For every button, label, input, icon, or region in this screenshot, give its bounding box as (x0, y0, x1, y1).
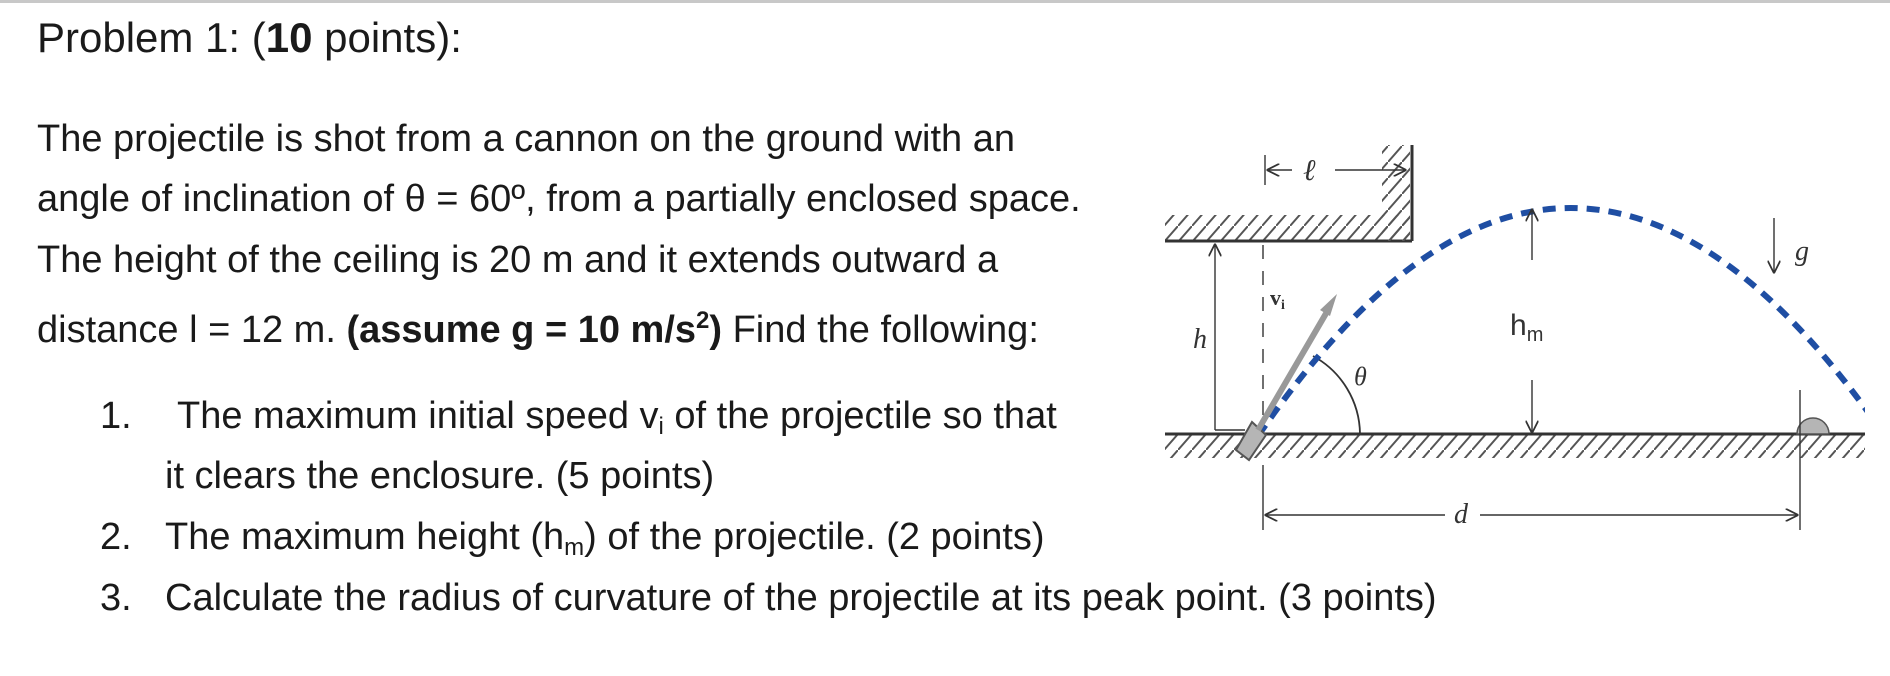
question-1-text: The maximum initial speed $v_i$ of the projectile so that (177, 395, 1057, 440)
statement-line-4: distance l = 12 m. (assume g = 10 $m/s^2$) Find the following: (37, 307, 1039, 351)
question-2-text: The maximum height $(h_m)$ of the projectile. (2 points) (165, 516, 1045, 561)
problem-points: 10 (265, 14, 313, 61)
ceiling (1165, 145, 1412, 241)
question-3-number: 3. (100, 577, 132, 619)
statement-line-1: The projectile is shot from a cannon on the ground with an (37, 118, 1016, 160)
hm-dimension (1510, 210, 1543, 432)
d-label: d (1454, 499, 1468, 530)
theta-label: θ (1354, 362, 1367, 391)
problem-title: Problem 1: (10 points): (37, 14, 462, 61)
projectile-diagram (1150, 130, 1865, 550)
h-dimension (1193, 245, 1245, 430)
hm-label: $h_m$ (1510, 309, 1544, 346)
g-label: g (1795, 236, 1809, 267)
ground (1165, 434, 1865, 458)
gravity-assumption: (assume g = 10 $m/s^2$) (346, 307, 723, 351)
ell-label: ℓ (1303, 154, 1316, 187)
d-dimension (1263, 465, 1797, 530)
question-1-number: 1. (100, 395, 132, 437)
top-border (0, 0, 1890, 3)
question-1-text-cont: it clears the enclosure. (5 points) (165, 455, 715, 497)
question-2-number: 2. (100, 516, 132, 558)
statement-line-2: angle of inclination of θ = 60º, from a partially enclosed space. (37, 178, 1081, 220)
h-label: h (1193, 324, 1207, 355)
gravity-arrow (1774, 218, 1809, 272)
question-3-text: Calculate the radius of curvature of the projectile at its peak point. (3 points) (165, 577, 1437, 619)
theta-arc (1313, 356, 1360, 434)
vi-label: vi (1270, 285, 1285, 313)
landing-marker (1797, 390, 1829, 530)
statement-line-3: The height of the ceiling is 20 m and it extends outward a (37, 239, 999, 281)
